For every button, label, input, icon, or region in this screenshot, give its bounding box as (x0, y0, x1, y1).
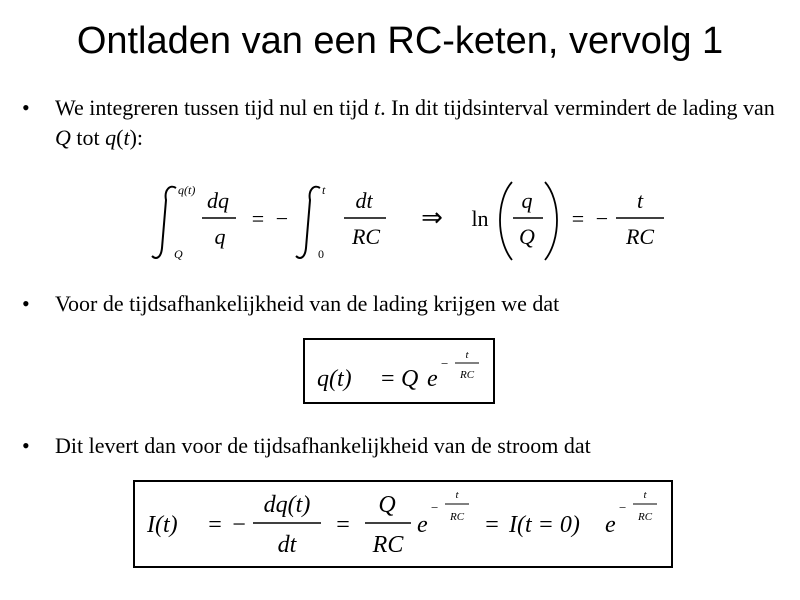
eq3-minus: − (232, 512, 246, 538)
bullet-marker-2: • (22, 291, 30, 316)
equation-charge (305, 340, 493, 402)
eq3-equals-1: = (208, 512, 222, 538)
b1-Q: Q (55, 125, 71, 150)
frac2-num: dt (355, 188, 373, 213)
frac4-den: RC (625, 224, 655, 249)
bullet-text-3: Dit levert dan voor de tijdsafhankelijkheid van de stroom dat (55, 433, 591, 458)
frac3-den: Q (519, 224, 535, 249)
frac2-den: RC (351, 224, 381, 249)
eq3-exp1-minus: − (431, 500, 439, 515)
bullet-marker-1: • (22, 95, 30, 120)
eq2-exp-num: t (465, 349, 469, 361)
eq3-e-2: e (605, 512, 616, 538)
eq2-exp-minus: − (441, 356, 449, 371)
implies-arrow: ⇒ (421, 203, 443, 232)
frac1-num: dq (207, 188, 229, 213)
eq3-rhs: I(t = 0) (509, 512, 580, 538)
eq3-exp2-den: RC (637, 511, 653, 523)
eq3-exp1-den: RC (449, 511, 465, 523)
integral-sign-2 (296, 187, 320, 258)
frac4-num: t (636, 188, 644, 213)
b1-part4: ( (116, 125, 124, 150)
eq1-equals: = (251, 206, 265, 231)
frac3-num: q (521, 188, 533, 213)
eq3-frac1-den: dt (277, 532, 297, 558)
eq3-e-1: e (417, 512, 428, 538)
int2-lower: 0 (318, 247, 324, 261)
bullet-text-2: Voor de tijdsafhankelijkheid van de lading krijgen we dat (55, 291, 560, 316)
int1-upper: q(t) (178, 183, 196, 197)
equation-current (135, 482, 671, 566)
eq3-frac1-num: dq(t) (263, 492, 311, 518)
b1-part1: We integreren tussen tijd nul en tijd (55, 95, 374, 120)
frac1-den: q (214, 224, 226, 249)
eq3-exp2-minus: − (619, 500, 627, 515)
slide-title: Ontladen van een RC-keten, vervolg 1 (76, 20, 724, 62)
eq3-equals-3: = (485, 512, 499, 538)
eq3-exp2-num: t (643, 489, 647, 501)
eq2-exp-den: RC (459, 369, 475, 381)
equation-charge-box (303, 338, 495, 404)
paren-left (500, 182, 512, 260)
eq2-lhs: q(t) (317, 366, 352, 392)
eq3-equals-2: = (336, 512, 350, 538)
eq3-lhs: I(t) (147, 512, 178, 538)
eq1-equals-2: = (571, 206, 585, 231)
b1-t1: t (374, 95, 381, 120)
eq2-e: e (427, 366, 438, 392)
eq3-frac2-den: RC (372, 532, 404, 558)
paren-right (545, 182, 557, 260)
b1-t2: t (123, 125, 130, 150)
eq1-minus-2: − (595, 206, 609, 231)
equation-current-box (133, 480, 673, 568)
bullet-marker-3: • (22, 433, 30, 458)
integral-sign-1 (152, 187, 176, 258)
b1-q: q (105, 125, 117, 150)
ln-label: ln (471, 206, 489, 231)
b1-part3: tot (70, 125, 106, 150)
b1-part2: . In dit tijdsinterval vermindert de lading van (380, 95, 775, 120)
b1-part5: ): (129, 125, 144, 150)
eq2-equals: = (381, 366, 395, 392)
eq3-exp1-num: t (455, 489, 459, 501)
equation-integral (150, 178, 680, 268)
eq1-minus: − (275, 206, 289, 231)
int2-upper: t (322, 183, 326, 197)
int1-lower: Q (174, 247, 183, 261)
bullet-text-1 (55, 93, 785, 153)
eq3-frac2-num: Q (378, 492, 396, 518)
eq2-Q: Q (401, 366, 419, 392)
